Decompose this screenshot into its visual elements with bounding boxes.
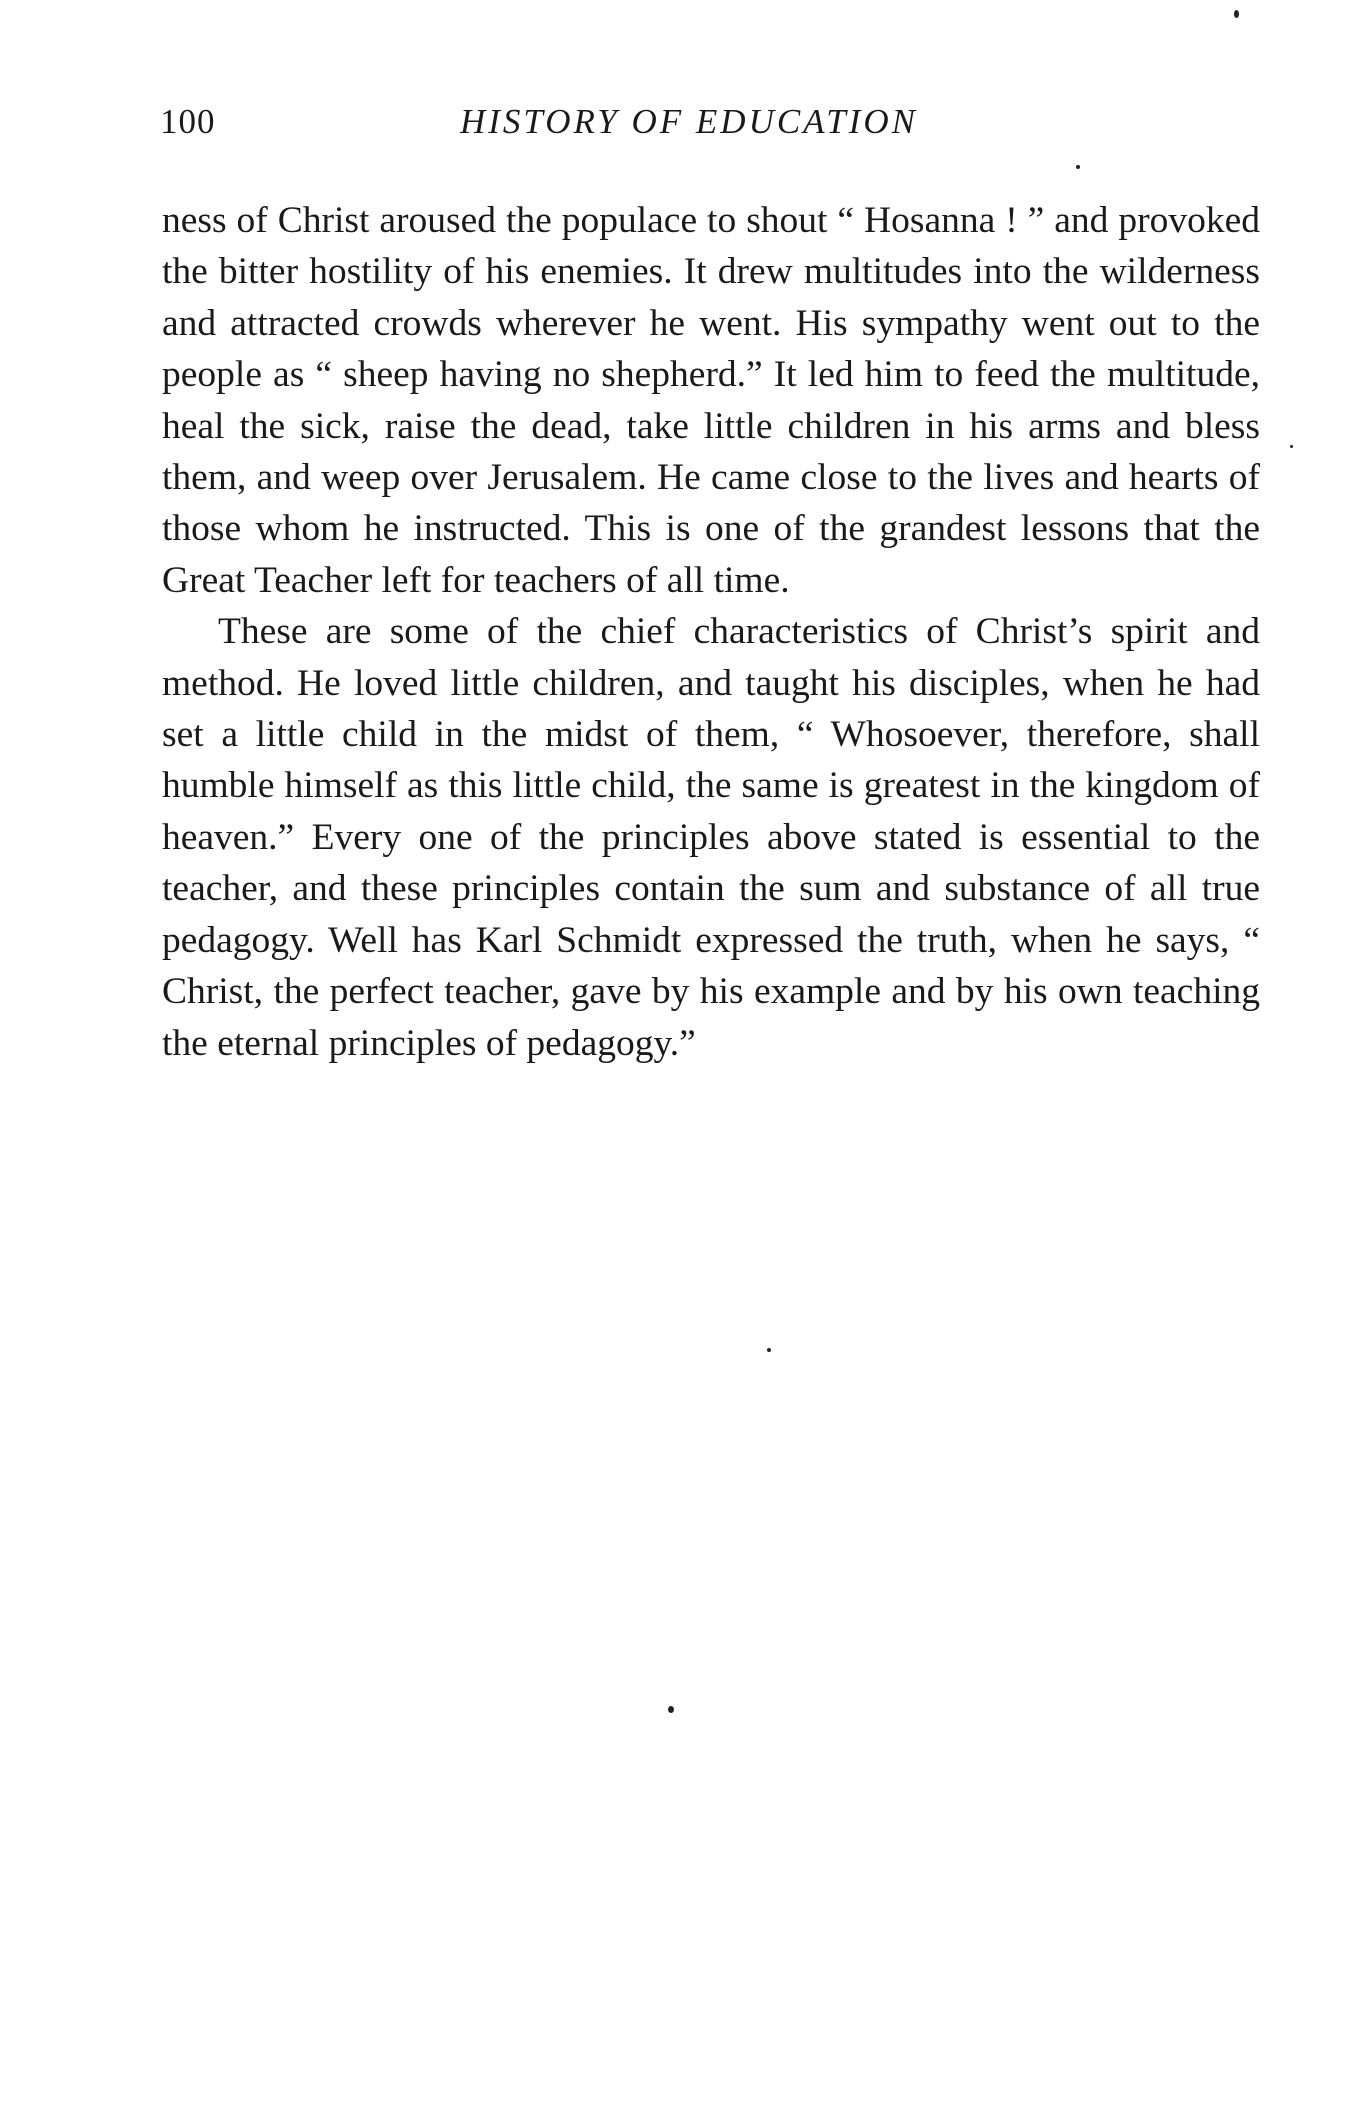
scan-speck (668, 1706, 674, 1713)
body-text (162, 195, 1260, 1069)
scan-speck (1234, 10, 1239, 18)
scan-speck (1290, 445, 1293, 448)
paragraph: These are some of the chief characteristics of Christ’s spirit and method. He loved little children, and taught his disciples, when he had set a little child in the midst of them, “ Whosoever, therefore, shall humble himself as this little child, the same is greatest in the kingdom of heaven.” Every one of the principles above stated is essential to the teacher, and these principles contain the sum and substance of all true pedagogy. Well has Karl Schmidt expressed the truth, when he says, “ Christ, the perfect teacher, gave by his example and by his own teaching the eternal principles of pedagogy.” (162, 611, 1260, 1064)
scan-speck (767, 1348, 771, 1352)
paragraph-continued: ness of Christ aroused the populace to shout “ Hosanna ! ” and provoked the bitter hostility of his enemies. It drew multitudes into the wilderness and attracted crowds wherever he went. His sympathy went out to the people as “ sheep having no shepherd.” It led him to feed the multitude, heal the sick, raise the dead, take little children in his arms and bless them, and weep over Jerusalem. He came close to the lives and hearts of those whom he instructed. This is one of the grandest lessons that the Great Teacher left for teachers of all time. (162, 200, 1260, 601)
page-number: 100 (160, 102, 216, 141)
running-title: HISTORY OF EDUCATION (460, 102, 919, 141)
scan-speck (1076, 165, 1080, 169)
running-head (160, 102, 1260, 162)
